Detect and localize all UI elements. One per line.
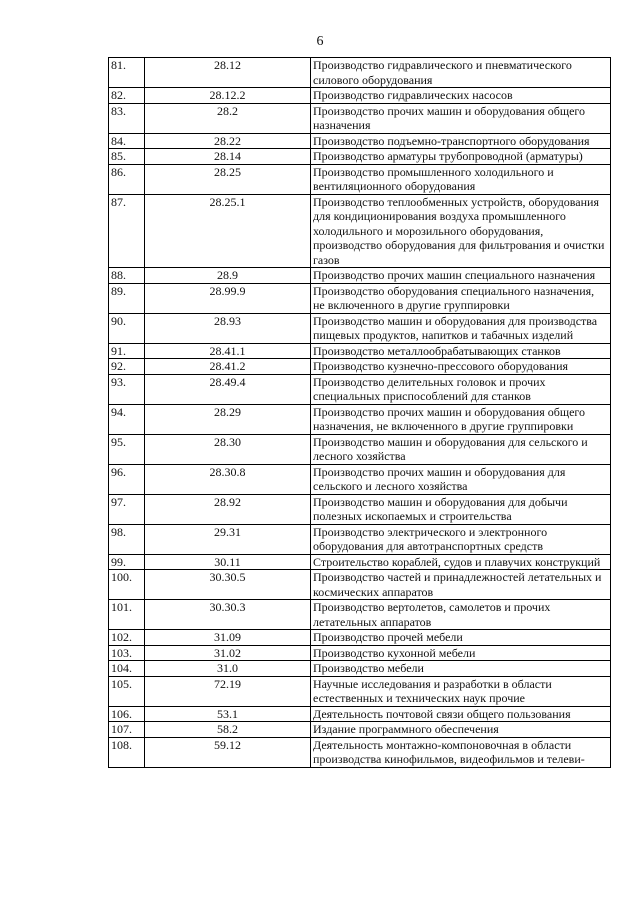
page-number: 6 bbox=[316, 34, 324, 49]
row-number: 91. bbox=[109, 343, 145, 359]
okved-code: 28.12 bbox=[145, 58, 311, 88]
row-number: 99. bbox=[109, 554, 145, 570]
row-number: 92. bbox=[109, 359, 145, 375]
table-row bbox=[109, 494, 611, 524]
table-row bbox=[109, 58, 611, 88]
table-row bbox=[109, 374, 611, 404]
activity-description: Деятельность почтовой связи общего пользования bbox=[311, 706, 611, 722]
okved-code: 53.1 bbox=[145, 706, 311, 722]
activity-description: Производство теплообменных устройств, оборудования для кондиционирования воздуха промышленного холодильного и морозильного оборудования, производство оборудования для фильтрования и очистки газов bbox=[311, 194, 611, 268]
activity-description: Издание программного обеспечения bbox=[311, 722, 611, 738]
row-number: 106. bbox=[109, 706, 145, 722]
activity-description: Производство электрического и электронного оборудования для автотранспортных средств bbox=[311, 524, 611, 554]
row-number: 94. bbox=[109, 404, 145, 434]
okved-code: 28.41.1 bbox=[145, 343, 311, 359]
okved-code: 28.49.4 bbox=[145, 374, 311, 404]
row-number: 86. bbox=[109, 164, 145, 194]
row-number: 82. bbox=[109, 88, 145, 104]
activity-description: Производство арматуры трубопроводной (арматуры) bbox=[311, 149, 611, 165]
row-number: 96. bbox=[109, 464, 145, 494]
table-row bbox=[109, 737, 611, 767]
table-row bbox=[109, 133, 611, 149]
okved-code: 59.12 bbox=[145, 737, 311, 767]
activity-codes-table bbox=[108, 57, 611, 768]
activity-description: Производство мебели bbox=[311, 661, 611, 677]
activity-description: Деятельность монтажно-компоновочная в области производства кинофильмов, видеофильмов и телеви- bbox=[311, 737, 611, 767]
table-row bbox=[109, 524, 611, 554]
row-number: 88. bbox=[109, 268, 145, 284]
row-number: 105. bbox=[109, 676, 145, 706]
row-number: 84. bbox=[109, 133, 145, 149]
okved-code: 28.12.2 bbox=[145, 88, 311, 104]
row-number: 108. bbox=[109, 737, 145, 767]
activity-description: Производство машин и оборудования для добычи полезных ископаемых и строительства bbox=[311, 494, 611, 524]
okved-code: 28.2 bbox=[145, 103, 311, 133]
activity-description: Производство прочих машин специального назначения bbox=[311, 268, 611, 284]
activity-description: Производство делительных головок и прочих специальных приспособлений для станков bbox=[311, 374, 611, 404]
table-body bbox=[109, 58, 611, 768]
table-row bbox=[109, 630, 611, 646]
activity-description: Производство гидравлических насосов bbox=[311, 88, 611, 104]
row-number: 90. bbox=[109, 313, 145, 343]
row-number: 104. bbox=[109, 661, 145, 677]
row-number: 83. bbox=[109, 103, 145, 133]
table-row bbox=[109, 164, 611, 194]
table-row bbox=[109, 464, 611, 494]
table-row bbox=[109, 88, 611, 104]
row-number: 107. bbox=[109, 722, 145, 738]
table-row bbox=[109, 313, 611, 343]
activity-description: Производство промышленного холодильного и вентиляционного оборудования bbox=[311, 164, 611, 194]
row-number: 100. bbox=[109, 570, 145, 600]
okved-code: 28.41.2 bbox=[145, 359, 311, 375]
activity-description: Производство гидравлического и пневматического силового оборудования bbox=[311, 58, 611, 88]
table-row bbox=[109, 676, 611, 706]
table-row bbox=[109, 570, 611, 600]
activity-description: Производство прочей мебели bbox=[311, 630, 611, 646]
activity-description: Производство вертолетов, самолетов и прочих летательных аппаратов bbox=[311, 600, 611, 630]
activity-description: Производство машин и оборудования для сельского и лесного хозяйства bbox=[311, 434, 611, 464]
table-row bbox=[109, 554, 611, 570]
row-number: 101. bbox=[109, 600, 145, 630]
table-row bbox=[109, 661, 611, 677]
table-row bbox=[109, 268, 611, 284]
activity-description: Производство подъемно-транспортного оборудования bbox=[311, 133, 611, 149]
okved-code: 31.02 bbox=[145, 645, 311, 661]
row-number: 97. bbox=[109, 494, 145, 524]
table-row bbox=[109, 404, 611, 434]
table-row bbox=[109, 103, 611, 133]
table-row bbox=[109, 343, 611, 359]
okved-code: 28.25 bbox=[145, 164, 311, 194]
row-number: 102. bbox=[109, 630, 145, 646]
okved-code: 28.25.1 bbox=[145, 194, 311, 268]
row-number: 93. bbox=[109, 374, 145, 404]
okved-code: 31.0 bbox=[145, 661, 311, 677]
row-number: 89. bbox=[109, 283, 145, 313]
table-row bbox=[109, 359, 611, 375]
okved-code: 31.09 bbox=[145, 630, 311, 646]
okved-code: 29.31 bbox=[145, 524, 311, 554]
row-number: 95. bbox=[109, 434, 145, 464]
okved-code: 28.92 bbox=[145, 494, 311, 524]
table-row bbox=[109, 645, 611, 661]
row-number: 103. bbox=[109, 645, 145, 661]
okved-code: 28.93 bbox=[145, 313, 311, 343]
okved-code: 28.9 bbox=[145, 268, 311, 284]
okved-code: 30.30.5 bbox=[145, 570, 311, 600]
table-row bbox=[109, 283, 611, 313]
table-row bbox=[109, 149, 611, 165]
activity-description: Производство прочих машин и оборудования для сельского и лесного хозяйства bbox=[311, 464, 611, 494]
okved-code: 28.30.8 bbox=[145, 464, 311, 494]
okved-code: 28.22 bbox=[145, 133, 311, 149]
activity-description: Производство оборудования специального назначения, не включенного в другие группировки bbox=[311, 283, 611, 313]
activity-description: Производство частей и принадлежностей летательных и космических аппаратов bbox=[311, 570, 611, 600]
okved-code: 28.30 bbox=[145, 434, 311, 464]
table-row bbox=[109, 434, 611, 464]
row-number: 81. bbox=[109, 58, 145, 88]
row-number: 87. bbox=[109, 194, 145, 268]
activity-description: Научные исследования и разработки в области естественных и технических наук прочие bbox=[311, 676, 611, 706]
activity-description: Производство прочих машин и оборудования общего назначения bbox=[311, 103, 611, 133]
activity-description: Производство кухонной мебели bbox=[311, 645, 611, 661]
activity-description: Строительство кораблей, судов и плавучих конструкций bbox=[311, 554, 611, 570]
okved-code: 28.99.9 bbox=[145, 283, 311, 313]
okved-code: 30.30.3 bbox=[145, 600, 311, 630]
activity-description: Производство кузнечно-прессового оборудования bbox=[311, 359, 611, 375]
okved-code: 28.14 bbox=[145, 149, 311, 165]
table-row bbox=[109, 194, 611, 268]
row-number: 98. bbox=[109, 524, 145, 554]
okved-code: 58.2 bbox=[145, 722, 311, 738]
okved-code: 72.19 bbox=[145, 676, 311, 706]
table-row bbox=[109, 722, 611, 738]
activity-description: Производство металлообрабатывающих станков bbox=[311, 343, 611, 359]
table-row bbox=[109, 600, 611, 630]
activity-description: Производство прочих машин и оборудования общего назначения, не включенного в другие группировки bbox=[311, 404, 611, 434]
okved-code: 28.29 bbox=[145, 404, 311, 434]
row-number: 85. bbox=[109, 149, 145, 165]
okved-code: 30.11 bbox=[145, 554, 311, 570]
table-row bbox=[109, 706, 611, 722]
activity-description: Производство машин и оборудования для производства пищевых продуктов, напитков и табачных изделий bbox=[311, 313, 611, 343]
